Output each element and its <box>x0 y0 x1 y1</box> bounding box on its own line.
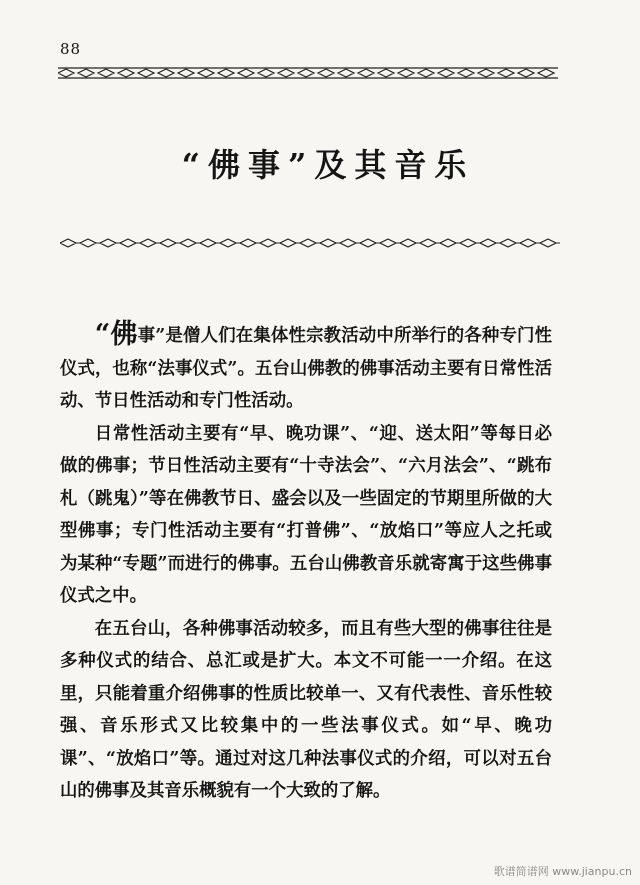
top-ornament-rule <box>58 66 558 80</box>
paragraph-2: 日常性活动主要有“早、晚功课”、“迎、送太阳”等每日必做的佛事；节日性活动主要有“十寺法会”、“六月法会”、“跳布札（跳鬼）”等在佛教节日、盛会以及一些固定的节期里所做的大型佛事；专门性活动主要有“打普佛”、“放焰口”等应人之托或为某种“专题”而进行的佛事。五台山佛教音乐就寄寓于这些佛事仪式之中。 <box>60 423 552 606</box>
site-watermark: 歌谱简谱网 www.jianpu.cn <box>493 865 632 878</box>
article-body <box>60 320 552 808</box>
page-number: 88 <box>60 40 82 58</box>
chapter-title: “佛事”及其音乐 <box>181 146 475 184</box>
dropcap: “佛 <box>94 319 138 350</box>
mid-ornament-rule <box>60 236 560 250</box>
paragraph-1 <box>60 320 552 418</box>
ornament-border-top <box>58 66 558 80</box>
ornament-border-bottom <box>60 236 560 250</box>
paragraph-3: 在五台山，各种佛事活动较多，而且有些大型的佛事往往是多种仪式的结合、总汇或是扩大。本文不可能一一介绍。在这里，只能着重介绍佛事的性质比较单一、又有代表性、音乐性较强、音乐形式又比较集中的一些法事仪式。如“早、晚功课”、“放焰口”等。通过对这几种法事仪式的介绍，可以对五台山的佛事及其音乐概貌有一个大致的了解。 <box>60 618 552 801</box>
paragraph-1-text: 事”是僧人们在集体性宗教活动中所举行的各种专门性仪式，也称“法事仪式”。五台山佛教的佛事活动主要有日常性活动、节日性活动和专门性活动。 <box>60 326 552 411</box>
